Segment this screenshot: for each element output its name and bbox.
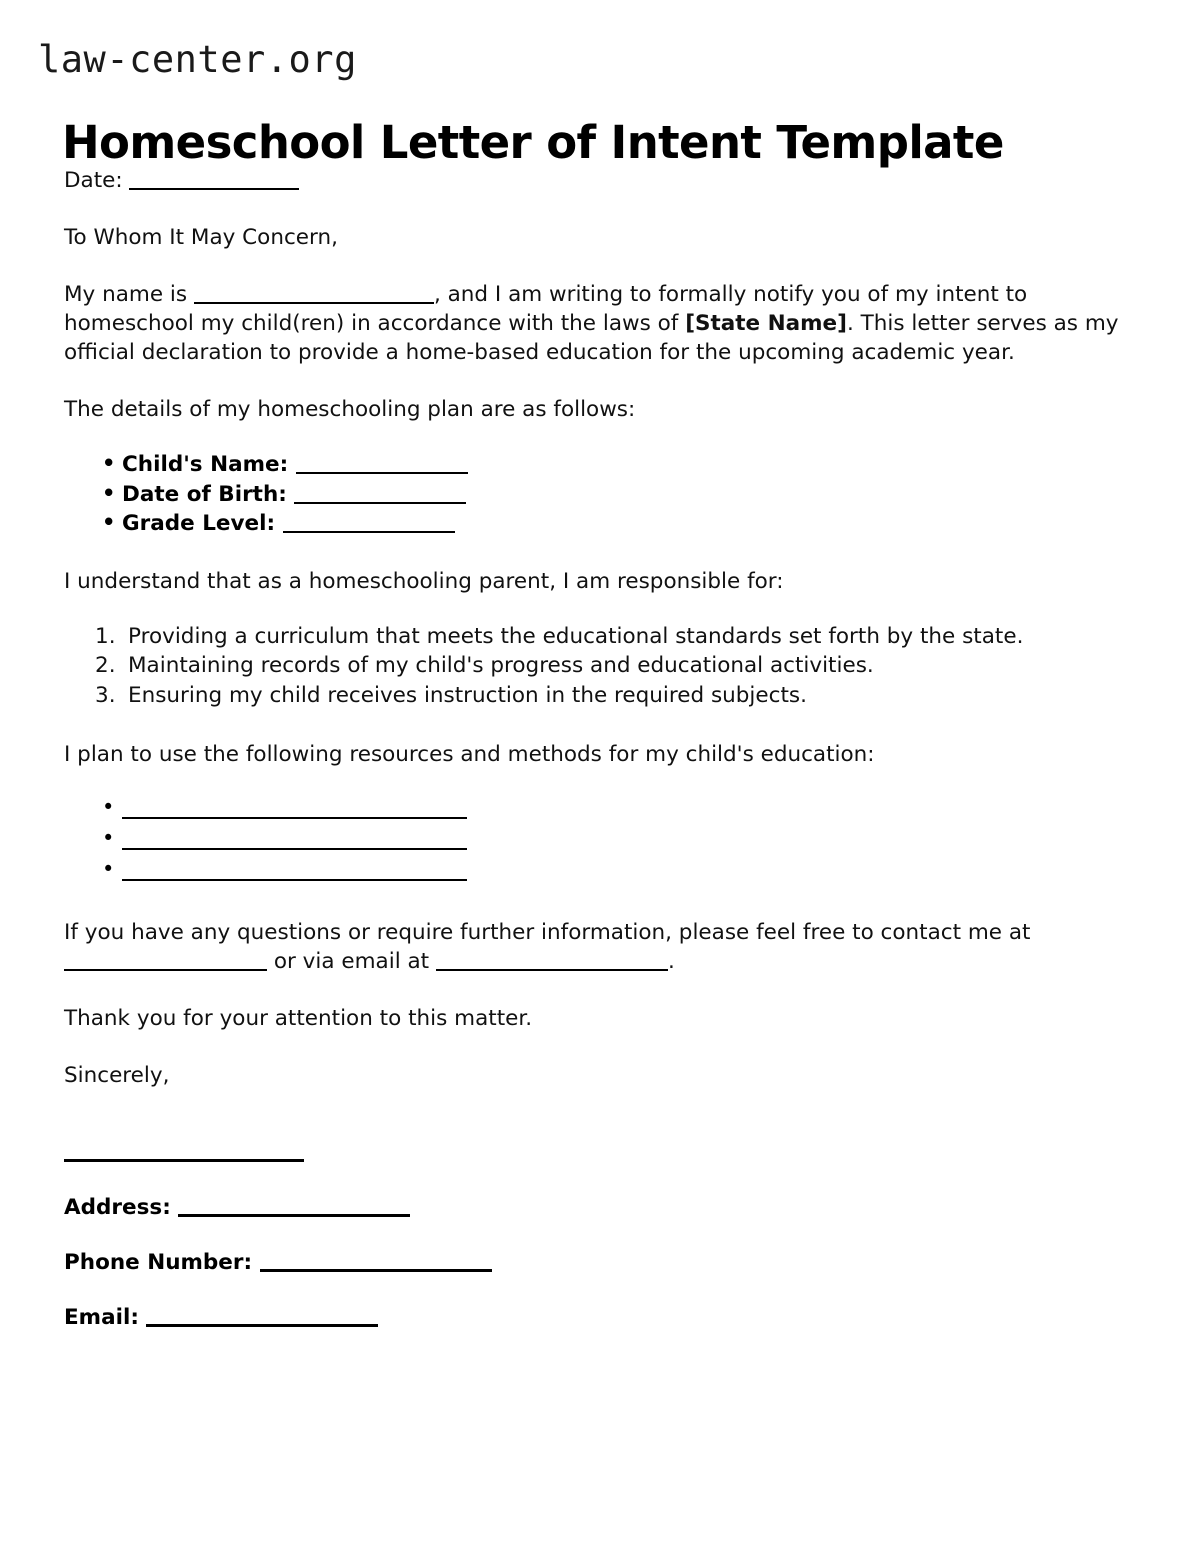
contact-paragraph: [64, 918, 1126, 976]
intro-part-1: My name is: [64, 282, 194, 307]
list-item: Providing a curriculum that meets the educational standards set forth by the state.: [128, 623, 1024, 649]
signature-line: [64, 1138, 1126, 1167]
list-item: [64, 450, 1126, 480]
list-item: [64, 826, 1126, 857]
intro-part-3: . This letter serves as my official declaration to provide a home-based education for the upcoming academic year.: [64, 311, 1119, 365]
contact-part-3: .: [667, 949, 675, 974]
salutation: To Whom It May Concern,: [64, 225, 338, 250]
date-of-birth-blank-field[interactable]: [294, 485, 466, 504]
site-name: law-center.org: [38, 38, 357, 81]
details-intro: The details of my homeschooling plan are as follows:: [64, 397, 636, 422]
phone-blank-field[interactable]: [260, 1252, 492, 1272]
detail-label: Date of Birth:: [122, 481, 287, 507]
responsibilities-list: [64, 622, 1126, 711]
contact-email-blank-field[interactable]: [436, 952, 668, 971]
detail-label: Grade Level:: [122, 511, 276, 536]
state-placeholder: [State Name]: [685, 311, 847, 336]
list-item: [64, 857, 1126, 888]
phone-line: [64, 1248, 1126, 1277]
contact-part-2: or via email at: [267, 949, 436, 974]
signature-blank-field[interactable]: [64, 1142, 304, 1162]
list-item: [64, 795, 1126, 826]
resource-blank-field-3[interactable]: [122, 862, 467, 881]
resource-blank-field-2[interactable]: [122, 831, 467, 850]
date-line: [64, 166, 1126, 195]
date-blank-field[interactable]: [129, 171, 299, 190]
email-label: Email:: [64, 1305, 139, 1330]
intro-part-2: , and I am writing to formally notify you of my intent to homeschool my child(ren) in accordance with the laws of: [64, 282, 1028, 336]
resource-blank-field-1[interactable]: [122, 800, 467, 819]
detail-label: Child's Name:: [122, 452, 289, 477]
grade-level-blank-field[interactable]: [283, 514, 455, 533]
document-body: [64, 166, 1126, 1358]
thanks-line: Thank you for your attention to this matter.: [64, 1006, 533, 1031]
address-label: Address:: [64, 1195, 171, 1220]
resources-list: [64, 795, 1126, 888]
page-title: Homeschool Letter of Intent Template: [62, 116, 1004, 170]
child-details-list: [64, 450, 1126, 539]
resources-intro: I plan to use the following resources and methods for my child's education:: [64, 742, 875, 767]
responsibilities-intro: I understand that as a homeschooling parent, I am responsible for:: [64, 568, 784, 594]
closing-line: Sincerely,: [64, 1063, 170, 1088]
phone-label: Phone Number:: [64, 1250, 253, 1275]
list-item: [64, 509, 1126, 539]
childs-name-blank-field[interactable]: [296, 455, 468, 474]
name-blank-field[interactable]: [194, 285, 434, 304]
address-line: [64, 1193, 1126, 1222]
email-line: [64, 1303, 1126, 1332]
list-item: Maintaining records of my child's progress and educational activities.: [128, 653, 874, 678]
address-blank-field[interactable]: [178, 1197, 410, 1217]
contact-phone-blank-field[interactable]: [64, 952, 267, 971]
list-item: [64, 480, 1126, 510]
signature-space: [64, 1118, 1126, 1138]
intro-paragraph: [64, 280, 1126, 367]
email-blank-field[interactable]: [146, 1307, 378, 1327]
date-label: Date:: [64, 168, 123, 193]
contact-part-1: If you have any questions or require further information, please feel free to contact me at: [64, 920, 1031, 945]
list-item: Ensuring my child receives instruction in the required subjects.: [128, 682, 807, 708]
